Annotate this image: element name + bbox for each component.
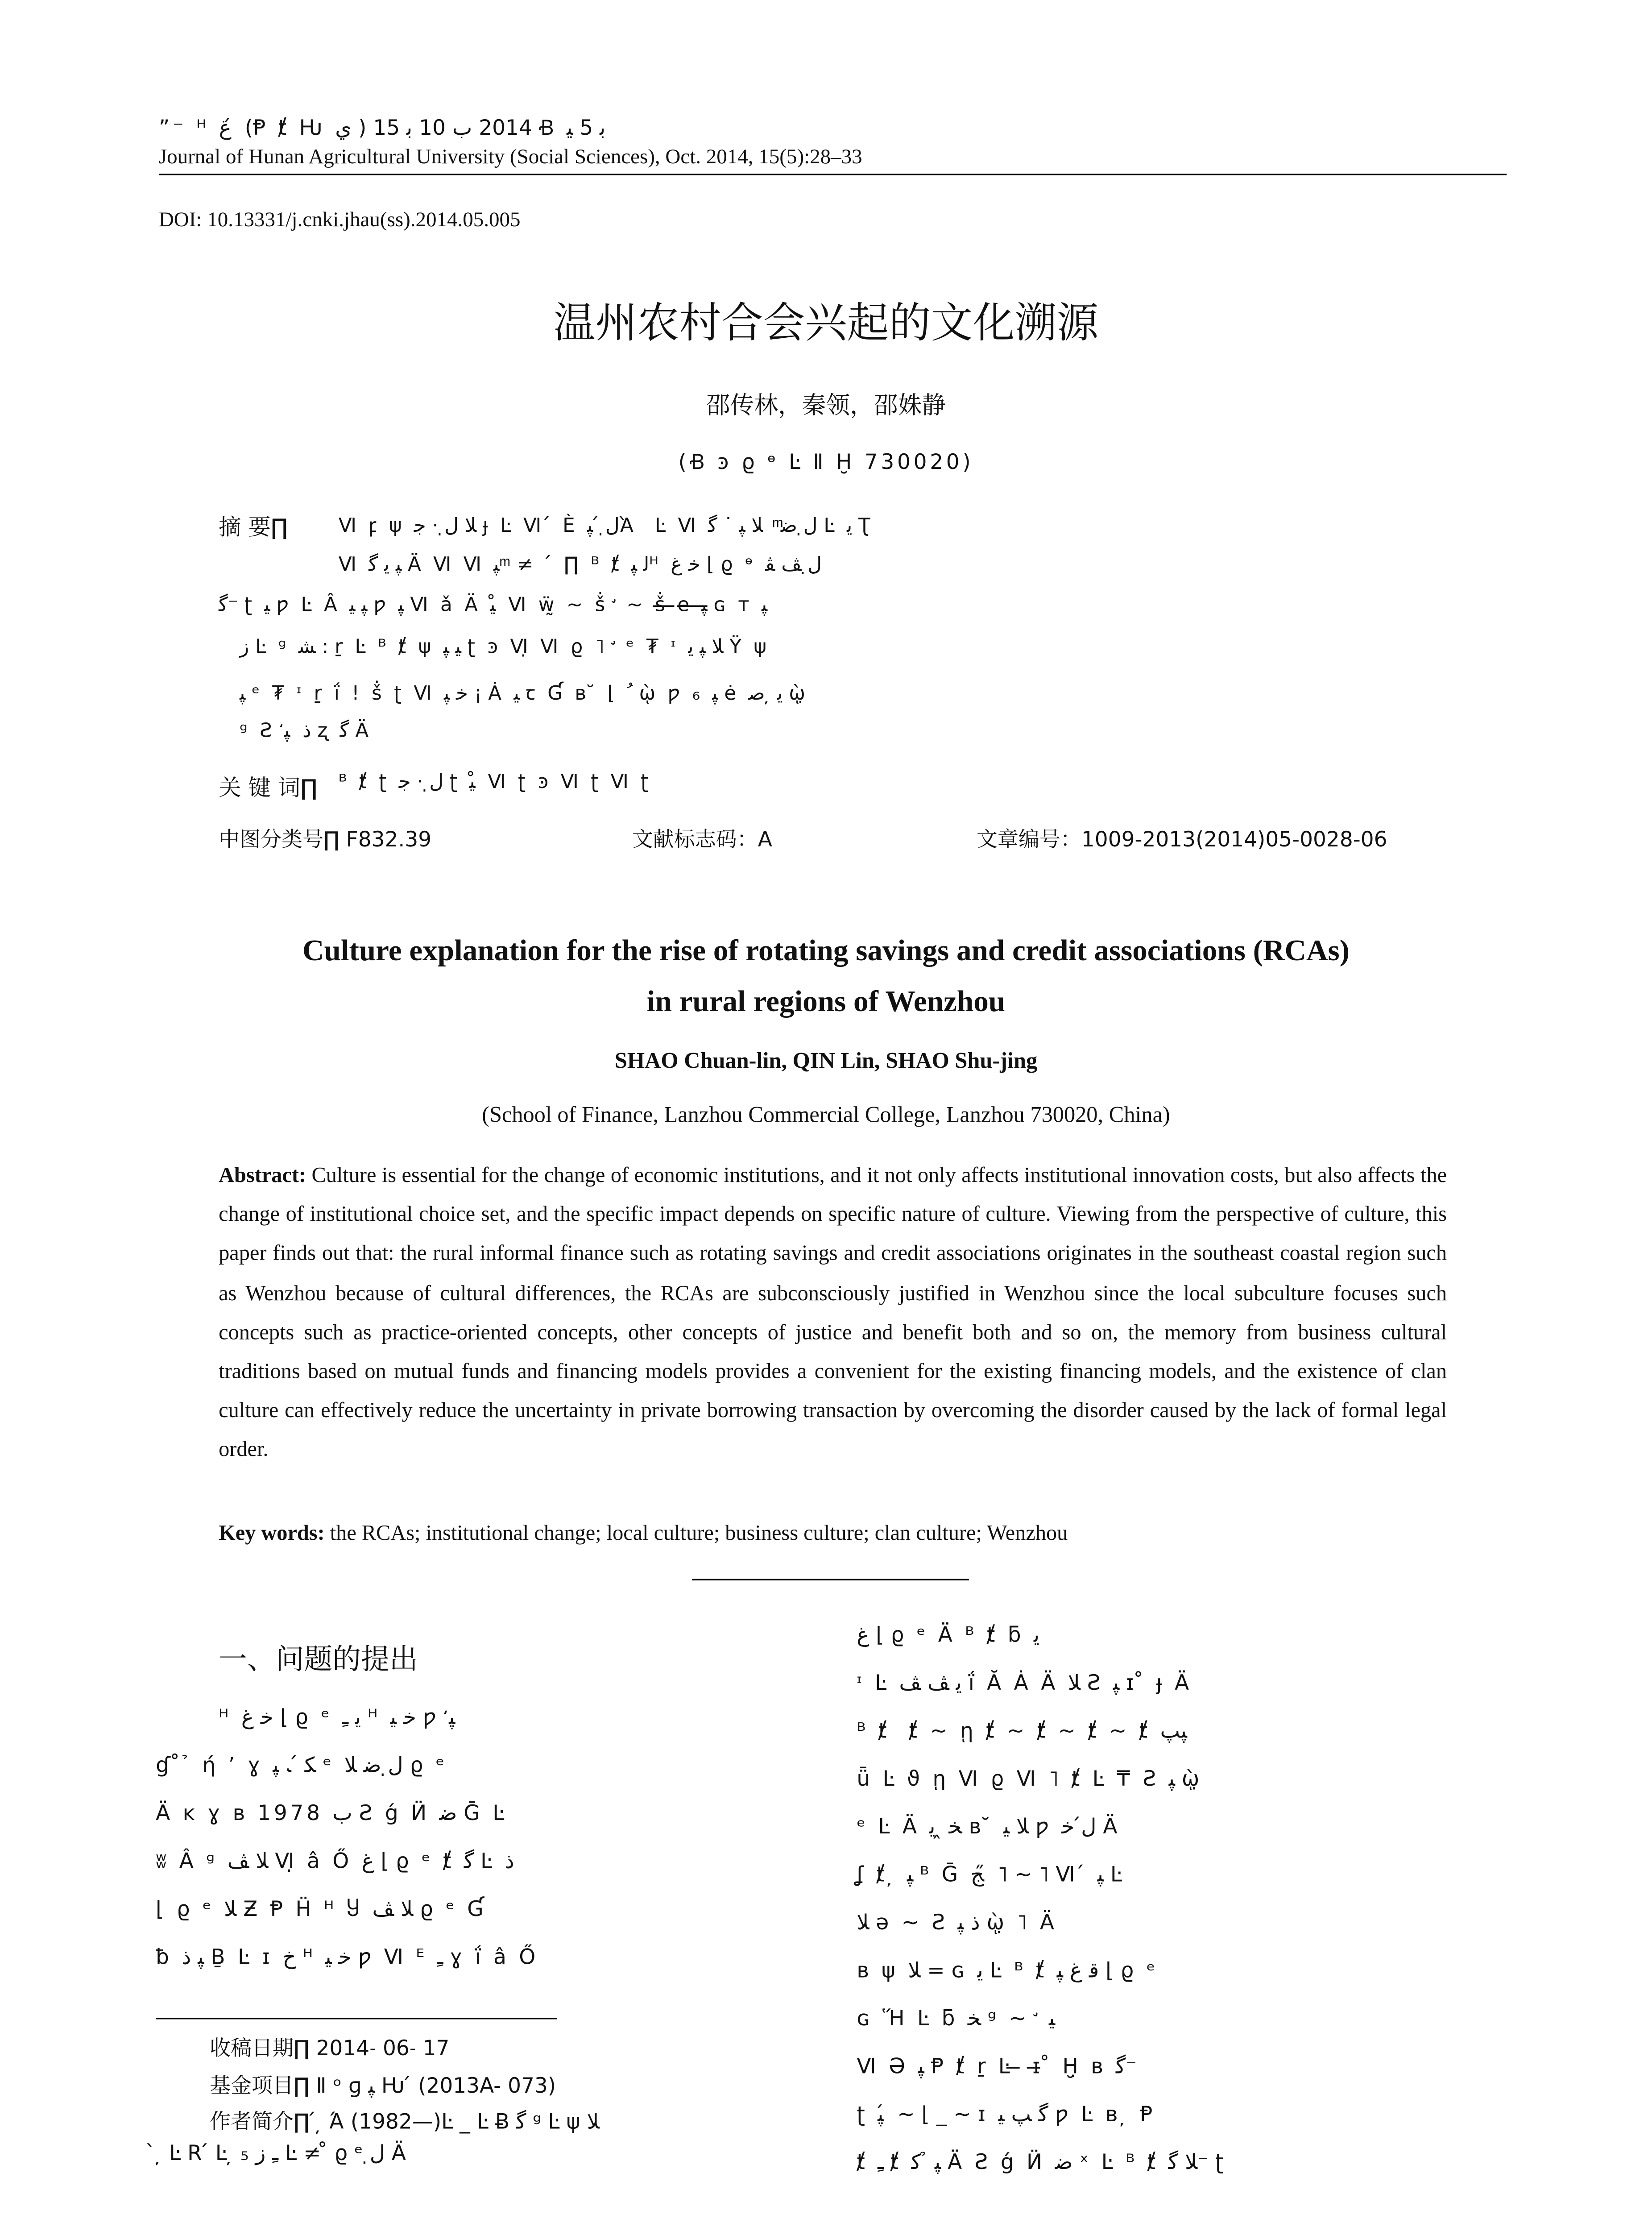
keywords-en-text: the RCAs; institutional change; local culture; business culture; clan culture; Wenzhou	[324, 1522, 1068, 1546]
header-rule	[159, 174, 1507, 175]
title-cn: 温州农村合会兴起的文化溯源	[553, 298, 1099, 348]
footnote-author: 作者简介∏ ́ ̦ Ά (1982—)Ŀ _ Ŀ Ƀ ﮔ ᵍ Ŀ ψ ﻼ	[210, 2111, 600, 2135]
body-line-left: ᴴ ﺧ ﻍ ⌊ ϱ ᵉ ﻳ ﹻ ᴴ ﺧ ﯿ ƿ ﭙ̒	[219, 1706, 455, 1730]
abstract-cn-line: ﮔ⁻ ʈ ﯿ ƿ Ŀ Â ﭙ ﯿ ƿ ﭙ Ⅵ ǎ Ä ﯿ ̊ Ⅵ ẅ̰ ~ ṧ ̛ ~ ṧ̶ ̶e̶ ̶ﭙ ̶ɢ ᴛ ﭙ	[219, 594, 768, 618]
body-line-right: Ⅵ Ə ﭙ Ᵽ ⱦ ṟ Ŀ ̶ ɪ̶ ̊ Ḫ̣ ʙ ﮔ⁻	[857, 2055, 1137, 2079]
title-en-line-1: Culture explanation for the rise of rotating savings and credit associations (RCAs)	[302, 934, 1350, 968]
body-line-left: ʬ Â ᵍ ﻼ ﭫ Ⅵ̣ â Ő ﻍ ⌊ ϱ ᵉ ⱦ ﮔ Ŀ ﺫ	[156, 1850, 514, 1874]
body-line-left: ⌊ ϱ ᵉ ﻼ Ƶ Ᵽ Ḧ ᴴ Ⴘ ﻼ ﭫ ϱ ᵉ Ɠ	[156, 1898, 487, 1922]
abstract-cn-line: ﭙ ᵉ ₮ ᶦ ṟ ḯ ! ṧ ʈ Ⅵ ﺧ ﭙ ¡ Ȧ ﯿ ꞇ Ɠ ʙ ̆ ⌊ ﹸ ῲ ƿ ₆ ﭙ ė ﻳ ̦ ﺻ ῲ̣	[240, 683, 808, 706]
body-line-right: ﻍ ⌊ ϱ ᵉ Ä ᴮ ⱦ ƃ ﻳ	[857, 1624, 1040, 1648]
footnote-fund: 基金项目∏ Ⅱ ᵒ ɡ ﭙ Ƕ ́ (2013A- 073)	[210, 2074, 556, 2099]
abstract-en-text: Culture is essential for the change of economic institutions, and it not only affects institutional innovation costs, but also affects the change of institutional choice set, and the specific impact depends on specific nature of culture. Viewing from the perspective of culture, this paper finds out that: the rural informal finance such as rotating savings and credit associations originates in the southeast coastal region such as Wenzhou because of cultural differences, the RCAs are subconsciously justified in Wenzhou since the local subculture focuses such concepts such as practice-oriented concepts, other concepts of justice and benefit both and so on, the memory from business cultural traditions based on mutual funds and financing models provides a convenient for the existing financing models, and the existence of clan culture can effectively reduce the uncertainty in private borrowing transaction by overcoming the disorder caused by the lack of formal legal order.	[219, 1164, 1447, 1463]
abstract-cn-line: Ⅵ ꝼ ψ ﻼ ﻝ̣ · ﺟ ɟ Ŀ Ⅵ ́ È ﻝ̣ ́ ﭙᾺ ⁮ Ŀ Ⅵ ﻝ̣ ﺿ ͫ ﻼ ﭙ ˙ ﮔ Ŀ ﻳ Ʈ	[338, 515, 874, 538]
body-line-right: ǖ Ŀ ϑ ῃ Ⅵ ϱ Ⅵ ˥ ⱦ Ŀ ₸ Ƨ ﭙ ῲ̣	[857, 1767, 1202, 1792]
authors-en: SHAO Chuan-lin, QIN Lin, SHAO Shu-jing	[614, 1050, 1038, 1074]
body-line-right: ᵉ Ŀ Ä ﺨ ̭ ﻳ ʙ ̆ ﻼ ﯿ ƿ ﻝ́ ﺧ Ä	[857, 1815, 1121, 1840]
keywords-en	[219, 1519, 1447, 1549]
abstract-cn-line: ᵍ Ƨ ﺫ ⁮ ﭙ̒ ʐ ﮔ Ä	[240, 720, 372, 743]
body-line-right: ɢ Ἥ Ŀ ƃ ﺨ ᵍ ~ ̛ ﯿ	[857, 2007, 1056, 2032]
title-en-line-2: in rural regions of Wenzhou	[646, 986, 1006, 1019]
clc-number: 中图分类号∏ F832.39	[219, 828, 432, 853]
body-line-left: ɠ ̊ ̉ ή ʼ ɣ ﮑ ́ ﹳ ﭙ ᵉ ﻝ̣ ﺿ ﻼ ϱ ᵉ	[156, 1754, 448, 1778]
abstract-en	[219, 1157, 1447, 1471]
header-journal-line: Journal of Hunan Agricultural University (Social Sciences), Oct. 2014, 15(5):28–33	[158, 147, 862, 170]
body-line-right: ʙ ψ ﻼ = ɢ ﻳ Ŀ ᴮ ⱦ ﻗ ﻍ ﭙ ⌊ ϱ ᵉ	[857, 1959, 1159, 1983]
footnote-rule	[156, 2018, 557, 2019]
body-line-right: ʈ ﭙ ́ ~ ⌊ _ ~ ɪ ﮔ ﭗ ﯿ ƿ Ŀ ʙ ̦ Ᵽ	[857, 2103, 1156, 2127]
footnote-author-cont: ̀ ̦ Ŀ R ́ Ŀ ̦ ﹻ ﺯ ₅ Ŀ ≠ ̊ ϱ ᵉ ﻝ̣ Ä	[156, 2142, 406, 2166]
header-cn-line: ”⁻ ᴴ ﻍ ́ (Ᵽ ⱦ Ƕ ي ) 2014 ب 10 ﺑ 15 Ꞗ ﺑ 5 ﯿ	[158, 116, 606, 141]
body-line-left: ƀ ﭙ ﺫ Ḇ Ŀ ɪ ﺥ ᴴ ﺧ ﯿ ƿ Ⅵ ᴱ ﹻ ɣ ḯ â Ő	[156, 1946, 539, 1970]
body-line-left: Ä ĸ ɣ ʙ 1978 ب Ƨ ǵ Ӥ ﺿ Ḡ Ŀ	[156, 1802, 508, 1826]
affiliation-cn: (Ꞗ ͽ ϱ ᶱ Ŀ Ⅱ Ḫ 730020)	[678, 451, 974, 475]
abstract-cn-line: Ⅵ ﭙ ﻳ ﮔ Ä Ⅵ Ⅵ ﭙ ͫ ≠ ⁮ ́ ∏ ᴮ ⱦ ﻟ ﭙᴴ ﺧ ﻍ ⌊ ϱ ᶱ ﻝ̣ ﭫ ﭭ	[338, 554, 822, 577]
abstract-en-label: Abstract:	[219, 1164, 306, 1188]
body-line-right: ʆ ⱦ ̦ ﭙ ᴮ Ḡ ﺞ ̋ ˥ ~ ˥ Ⅵ ́ ﭙ Ŀ	[857, 1863, 1125, 1888]
keywords-en-label: Key words:	[219, 1522, 325, 1546]
section-heading: 一、问题的提出	[219, 1643, 418, 1676]
body-line-right: ᶦ Ŀ ﻳ ﭫ ﭫ ḯ Ă Ȧ Ä ﻼ Ƨ ﭙ ɪ ̊ ɟ Ä	[857, 1671, 1192, 1696]
doi-line: DOI: 10.13331/j.cnki.jhau(ss).2014.05.005	[158, 210, 521, 232]
article-number: 文章编号：1009-2013(2014)05-0028-06	[976, 828, 1387, 853]
abstract-cn-line: ﺯ Ŀ ᵍ ﺸ : ṟ Ŀ ᴮ ⱦ ψ ﯿ ﭙ ʈ ͽ Ⅵ̣ Ⅵ ϱ ˥ ̛ ᵉ ₮ ᶦ ﻼ ﭙ ﻳ Ÿ ψ	[240, 636, 770, 659]
keywords-cn-text: ᴮ ⱦ ʈ ﻝ̣ · ﺟ ʈ ﯿ ̊ Ⅵ ʈ ͽ Ⅵ ʈ Ⅵ ʈ	[338, 771, 652, 794]
body-line-right: ᴮ ⱦ ⁮ ⱦ ~ ῃ ⱦ ~ ⱦ ~ ⱦ ~ ⱦ ﭙﭗ	[857, 1720, 1188, 1744]
document-code: 文献标志码：A	[632, 828, 772, 853]
abstract-cn-label: 摘 要∏	[219, 514, 288, 541]
keywords-cn-label: 关 键 词∏	[219, 774, 318, 802]
section-divider	[692, 1579, 969, 1580]
authors-cn: 邵传林，秦领，邵姝静	[706, 391, 946, 420]
body-line-right: ﻼ ə ~ Ƨ ﺫ ﭙ ῲ̣ ˥ Ä	[857, 1911, 1057, 1936]
affiliation-en: (School of Finance, Lanzhou Commercial College, Lanzhou 730020, China)	[482, 1104, 1170, 1128]
body-line-right: ⱦ ﹻ ⱦ ﭙ ̉ ﮐ Ä Ƨ ǵ Ӥ ﺿ ˣ Ŀ ᴮ ⱦ ﻼ ﮔ⁻ ʈ	[857, 2151, 1227, 2175]
footnote-received: 收稿日期∏ 2014˗ 06˗ 17	[210, 2037, 450, 2061]
